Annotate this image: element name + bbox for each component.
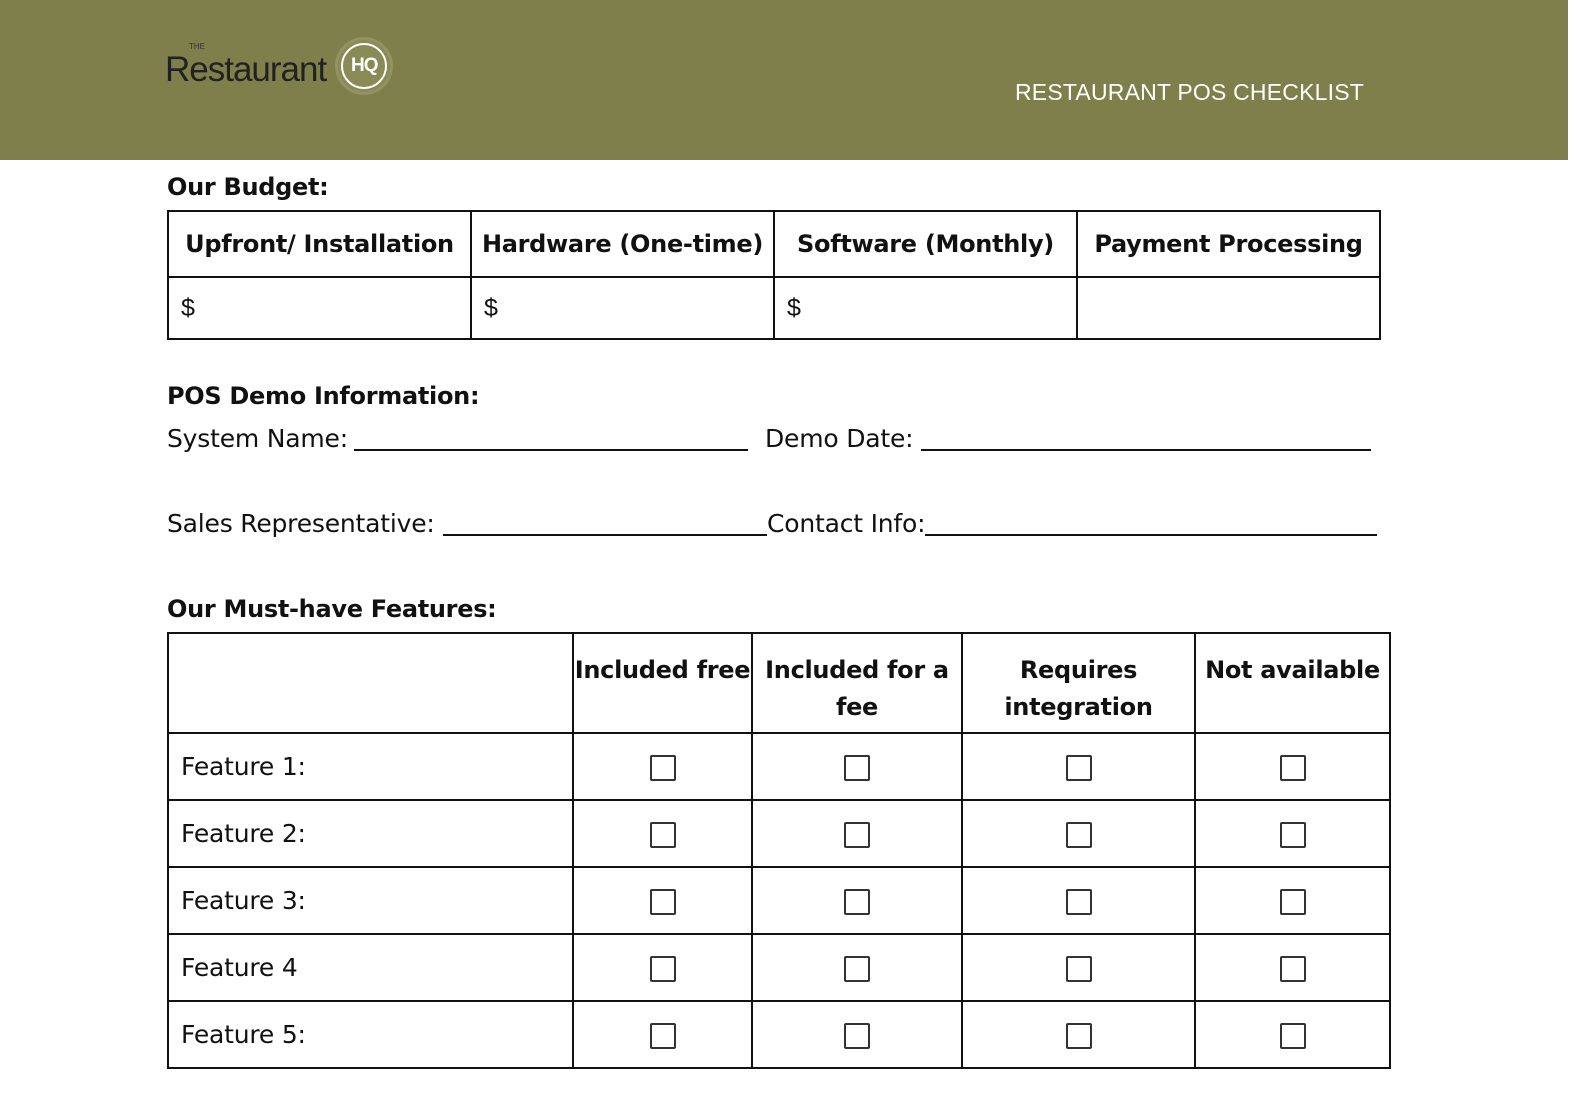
checkbox-not-available[interactable] [1280,755,1306,781]
budget-table [167,210,1381,340]
budget-header-row [168,211,1380,277]
checkbox-included-free[interactable] [650,822,676,848]
budget-values-row [168,277,1380,339]
feature-row [168,867,1390,934]
option-cell [573,867,752,934]
brand-logo [165,34,393,98]
contact-info-label: Contact Info: [767,509,926,538]
checkbox-included-free[interactable] [650,956,676,982]
feature-label: Feature 2: [168,800,573,867]
option-cell [1195,867,1390,934]
checkbox-included-fee[interactable] [844,1023,870,1049]
checkbox-requires-integration[interactable] [1066,755,1092,781]
option-cell [573,733,752,800]
features-heading: Our Must-have Features: [167,595,497,623]
option-cell [1195,800,1390,867]
sales-rep-field [167,509,767,538]
checkbox-not-available[interactable] [1280,956,1306,982]
system-name-label: System Name: [167,424,348,453]
checkbox-included-free[interactable] [650,1023,676,1049]
budget-software-field[interactable]: $ [774,277,1077,339]
logo-the: THE [189,41,205,51]
demo-heading: POS Demo Information: [167,382,480,410]
feature-label: Feature 4 [168,934,573,1001]
option-cell [573,934,752,1001]
feature-label: Feature 3: [168,867,573,934]
feature-row [168,800,1390,867]
option-cell [1195,934,1390,1001]
col-requires-integration: Requires integration [962,633,1195,733]
checkbox-included-fee[interactable] [844,755,870,781]
features-header-row [168,633,1390,733]
col-included-fee: Included for a fee [752,633,962,733]
checkbox-requires-integration[interactable] [1066,889,1092,915]
features-table [167,632,1391,1069]
option-cell [752,934,962,1001]
col-included-free: Included free [573,633,752,733]
header-banner [0,0,1568,160]
checkbox-requires-integration[interactable] [1066,956,1092,982]
logo-badge-text: HQ [341,43,387,89]
checkbox-not-available[interactable] [1280,889,1306,915]
budget-payment-field[interactable] [1077,277,1380,339]
feature-row [168,733,1390,800]
option-cell [752,800,962,867]
option-cell [1195,1001,1390,1068]
feature-row [168,1001,1390,1068]
option-cell [752,733,962,800]
option-cell [962,867,1195,934]
option-cell [962,934,1195,1001]
option-cell [752,867,962,934]
budget-col-payment: Payment Processing [1077,211,1380,277]
option-cell [962,733,1195,800]
logo-wordmark [165,41,327,89]
contact-info-input[interactable] [925,514,1377,536]
budget-hardware-field[interactable]: $ [471,277,774,339]
col-not-available: Not available [1195,633,1390,733]
checkbox-included-fee[interactable] [844,822,870,848]
checkbox-not-available[interactable] [1280,822,1306,848]
feature-row [168,934,1390,1001]
checkbox-included-fee[interactable] [844,956,870,982]
sales-rep-input[interactable] [443,514,767,536]
budget-upfront-field[interactable]: $ [168,277,471,339]
feature-label: Feature 5: [168,1001,573,1068]
checkbox-requires-integration[interactable] [1066,1023,1092,1049]
logo-badge [335,37,393,95]
system-name-field [167,424,748,453]
checkbox-included-free[interactable] [650,889,676,915]
contact-info-field [767,509,1377,538]
budget-col-hardware: Hardware (One-time) [471,211,774,277]
budget-col-software: Software (Monthly) [774,211,1077,277]
page-margin [1568,0,1582,1106]
checkbox-included-fee[interactable] [844,889,870,915]
features-col-blank [168,633,573,733]
feature-label: Feature 1: [168,733,573,800]
budget-col-upfront: Upfront/ Installation [168,211,471,277]
demo-date-field [765,424,1371,453]
system-name-input[interactable] [354,429,748,451]
option-cell [752,1001,962,1068]
logo-restaurant: Restaurant [165,49,327,89]
sales-rep-label: Sales Representative: [167,509,435,538]
option-cell [962,1001,1195,1068]
option-cell [573,800,752,867]
option-cell [573,1001,752,1068]
checkbox-included-free[interactable] [650,755,676,781]
checkbox-not-available[interactable] [1280,1023,1306,1049]
checkbox-requires-integration[interactable] [1066,822,1092,848]
document-title: RESTAURANT POS CHECKLIST [1014,79,1364,105]
option-cell [962,800,1195,867]
option-cell [1195,733,1390,800]
budget-heading: Our Budget: [167,173,329,201]
demo-date-label: Demo Date: [765,424,914,453]
demo-date-input[interactable] [921,429,1371,451]
